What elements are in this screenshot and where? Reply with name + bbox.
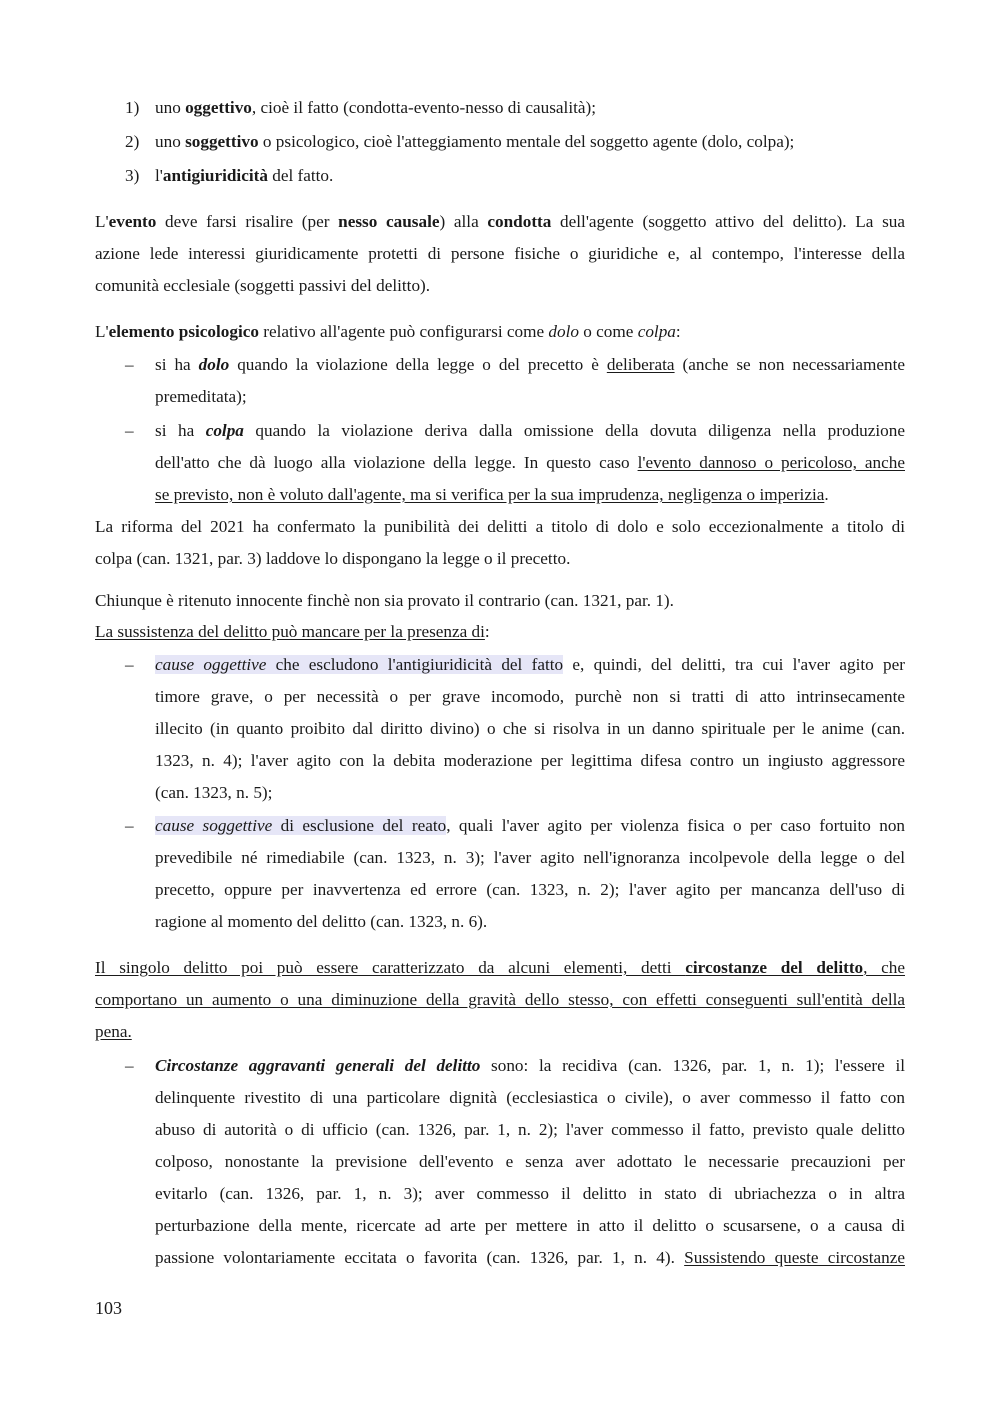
paragraph-elemento-psicologico: L'elemento psicologico relativo all'agente può configurarsi come dolo o come colpa: [95,322,681,341]
list-item: uno oggettivo, cioè il fatto (condotta-evento-nesso di causalità); [155,98,597,117]
dash-bullet: – [125,1056,134,1075]
page-number: 103 [95,1298,122,1318]
dash-bullet: – [125,355,134,374]
dash-bullet: – [125,655,134,674]
dash-bullet: – [125,816,134,835]
list-item: l'antigiuridicità del fatto. [155,166,334,185]
list-item: uno soggettivo o psicologico, cioè l'atteggiamento mentale del soggetto agente (dolo, colpa); [155,132,795,151]
list-number: 1) [125,98,140,117]
list-number: 3) [125,166,140,185]
list-number: 2) [125,132,140,151]
dash-bullet: – [125,421,134,440]
